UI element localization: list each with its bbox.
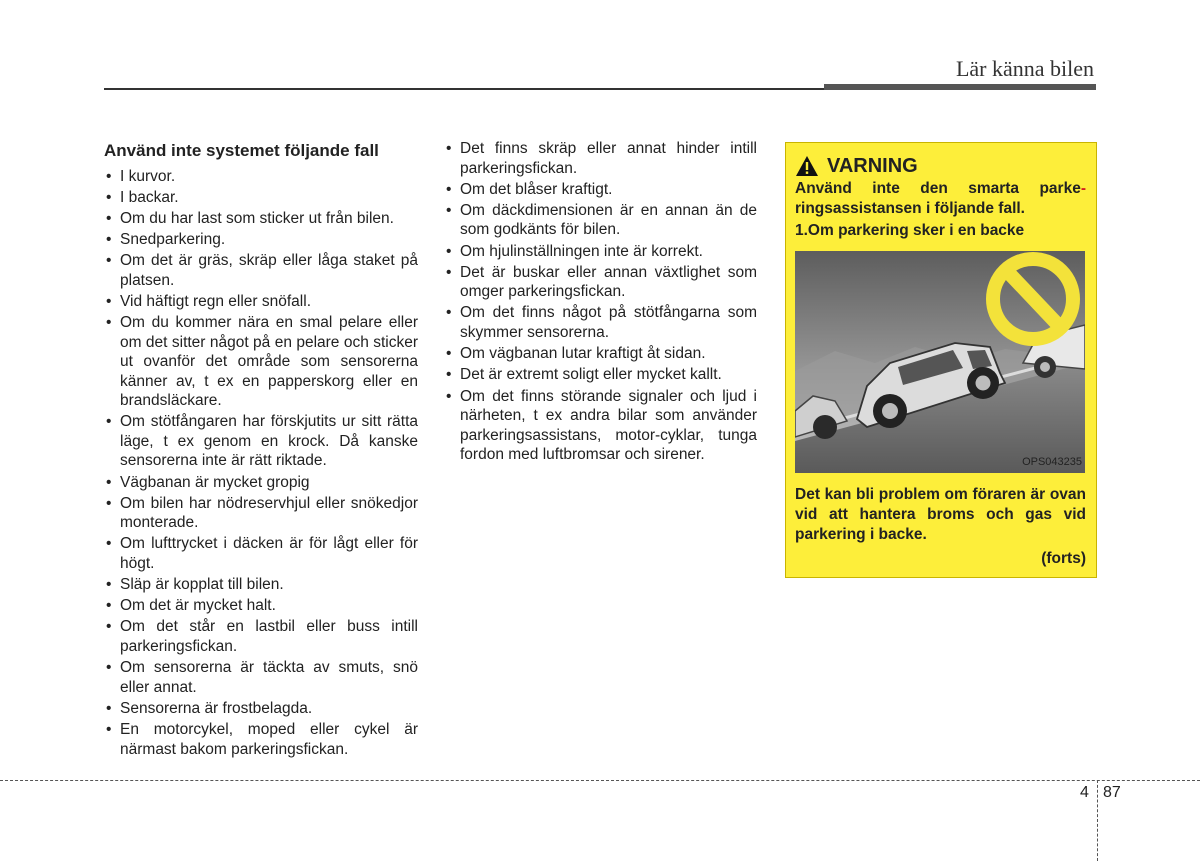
warning-triangle-icon [795,155,819,177]
warning-intro [795,179,1086,219]
list-item: • I backar. [104,188,418,208]
warning-intro-part2: ringsassistansen i följande fall. [795,200,1025,217]
list-item: • Om det blåser kraftigt. [444,180,757,200]
list-item: • Om det står en lastbil eller buss intill parkeringsfickan. [104,617,418,656]
continued-label: (forts) [1041,550,1086,567]
list-item: • Det är buskar eller annan växtlighet som omger parkeringsfickan. [444,263,757,302]
list-item: • Vid häftigt regn eller snöfall. [104,292,418,312]
illustration-svg [795,251,1085,473]
page-header-title: Lär känna bilen [955,56,1094,81]
list-item: • Snedparkering. [104,230,418,250]
header-rule-accent [824,84,1096,90]
left-bullet-list [104,167,418,760]
section-heading: Använd inte systemet följande fall [104,141,379,160]
list-item: • Om det är mycket halt. [104,596,418,616]
list-item: • Om hjulinställningen inte är korrekt. [444,242,757,262]
warning-intro-hyphen: - [1080,180,1086,197]
middle-column [444,139,757,466]
warning-header [795,155,1086,177]
list-item: • Sensorerna är frostbelagda. [104,699,418,719]
footer-divider [1097,780,1098,861]
list-item: • Om däckdimensionen är en annan än de som godkänts för bilen. [444,201,757,240]
list-item: • Det är extremt soligt eller mycket kallt. [444,365,757,385]
list-item: • Om vägbanan lutar kraftigt åt sidan. [444,344,757,364]
warning-title: VARNING [827,155,918,177]
list-item: • Om det är gräs, skräp eller låga staket på platsen. [104,251,418,290]
warning-box [785,142,1097,578]
list-item: • Om du kommer nära en smal pelare eller om det sitter något på en pelare och sticker ut ovanför det område som sensorerna känner av, t ex en papperskorg eller en brandsläckare. [104,313,418,411]
left-column [104,138,418,761]
list-item: • I kurvor. [104,167,418,187]
chapter-number: 4 [1080,784,1089,801]
middle-bullet-list [444,139,757,465]
warning-note: Det kan bli problem om föraren är ovan vid att hantera broms och gas vid parkering i backe. [795,486,1086,543]
footer-rule [0,780,1200,781]
figure-caption: OPS043235 [1022,456,1082,468]
illustration-car-on-slope [795,251,1085,473]
list-item: • Om sensorerna är täckta av smuts, snö eller annat. [104,658,418,697]
header-rule [104,88,824,90]
list-item: • Släp är kopplat till bilen. [104,575,418,595]
list-item: • Om du har last som sticker ut från bilen. [104,209,418,229]
warning-intro-part1: Använd inte den smarta parke [795,180,1081,197]
page-number: 87 [1103,784,1121,801]
list-item: • Om det finns störande signaler och ljud i närheten, t ex andra bilar som använder parkeringsassistans, motor-cyklar, tunga fordon med luftbromsar och sirener. [444,387,757,465]
list-item: • Om det finns något på stötfångarna som skymmer sensorerna. [444,303,757,342]
list-item: • Om lufttrycket i däcken är för lågt eller för högt. [104,534,418,573]
list-item: • Om bilen har nödreservhjul eller snökedjor monterade. [104,494,418,533]
warning-item-1: 1.Om parkering sker i en backe [795,222,1025,239]
list-item: • En motorcykel, moped eller cykel är närmast bakom parkeringsfickan. [104,720,418,759]
list-item: • Om stötfångaren har förskjutits ur sitt rätta läge, t ex genom en krock. Då kanske sensorerna inte är rätt riktade. [104,412,418,471]
list-item: • Det finns skräp eller annat hinder intill parkeringsfickan. [444,139,757,178]
list-item: • Vägbanan är mycket gropig [104,473,418,493]
